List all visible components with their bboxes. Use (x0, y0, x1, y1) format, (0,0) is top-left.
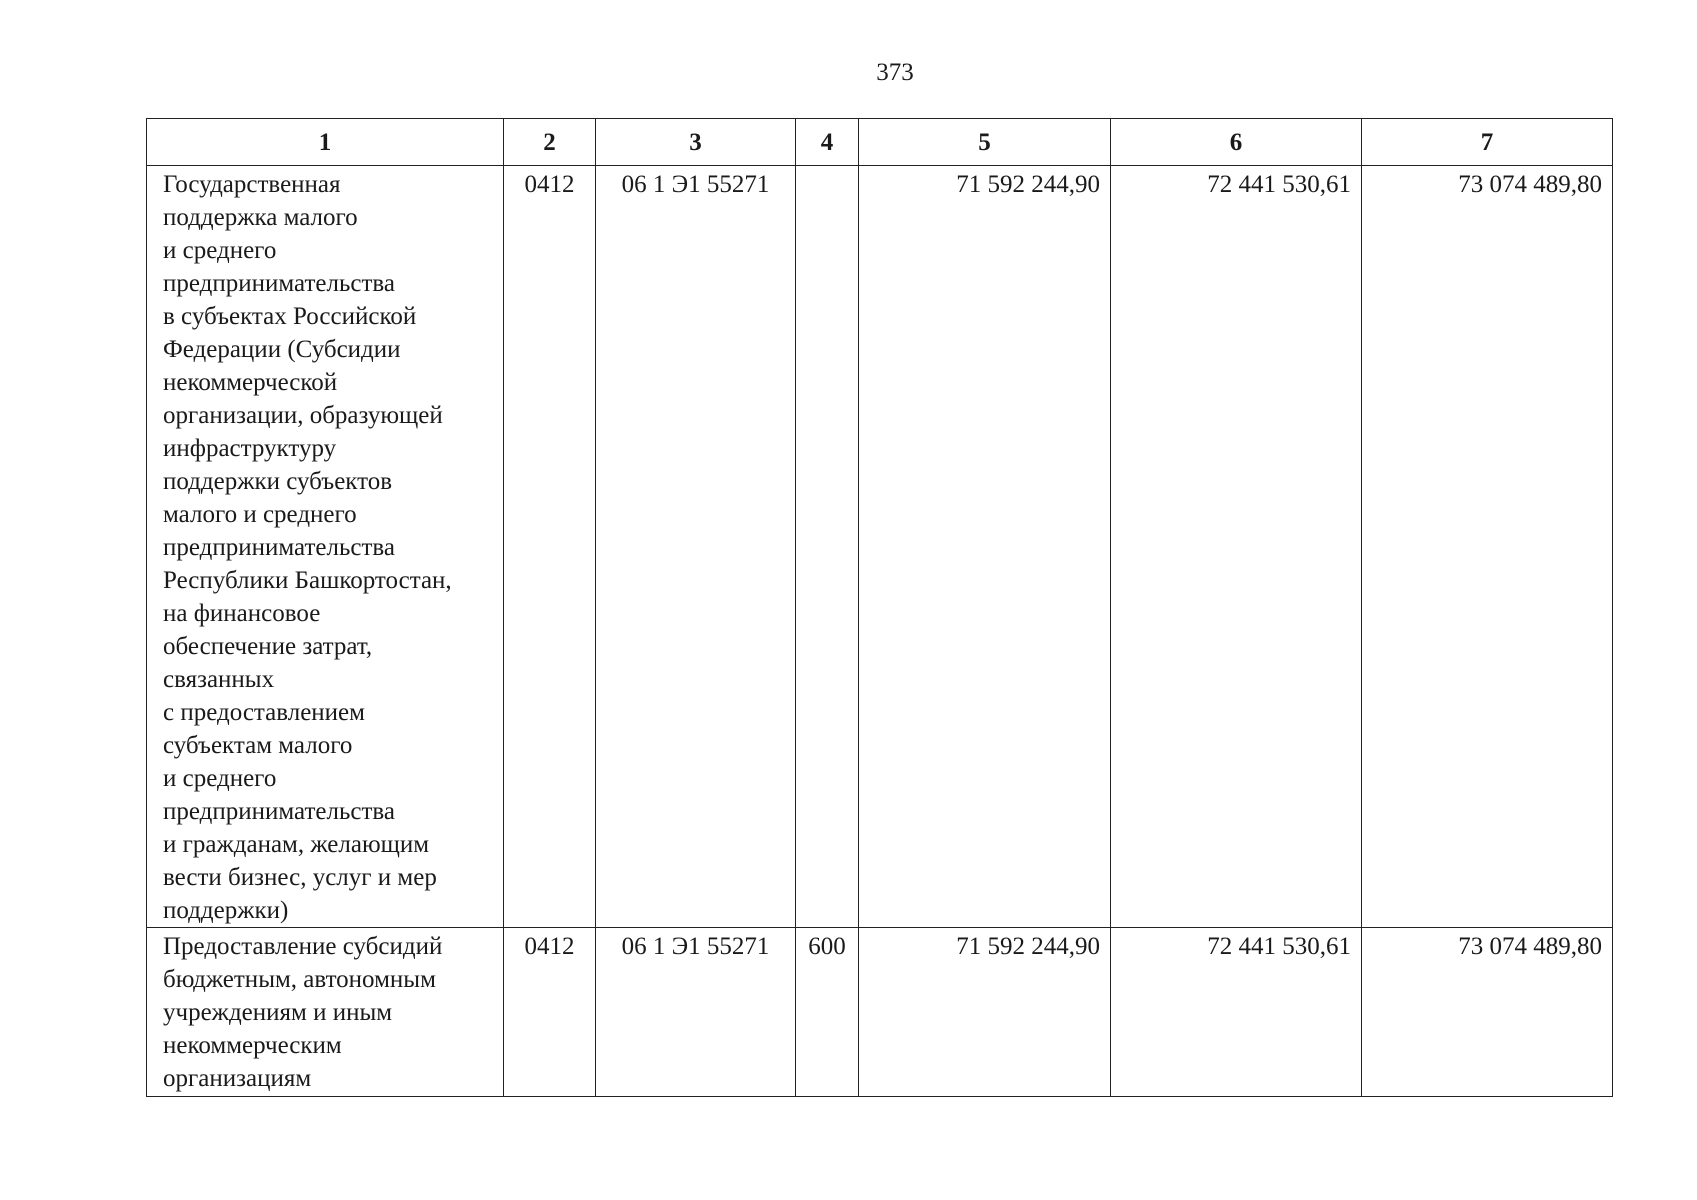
row-target-cell: 06 1 Э1 55271 (596, 166, 796, 928)
row-section-cell: 0412 (504, 166, 596, 928)
row-amount-3-cell: 73 074 489,80 (1362, 928, 1613, 1097)
row-name-cell: Предоставление субсидий бюджетным, автономным учреждениям и иным некоммерческим организациям (147, 928, 504, 1097)
table-header-row (147, 119, 1613, 166)
row-amount-1-cell: 71 592 244,90 (859, 166, 1111, 928)
row-amount-2-cell: 72 441 530,61 (1111, 928, 1362, 1097)
row-expense-type-cell: 600 (796, 928, 859, 1097)
row-expense-type-cell (796, 166, 859, 928)
header-col-4: 4 (796, 119, 859, 166)
row-section-cell: 0412 (504, 928, 596, 1097)
row-amount-2-cell: 72 441 530,61 (1111, 166, 1362, 928)
header-col-7: 7 (1362, 119, 1613, 166)
table-row (147, 166, 1613, 928)
page-number: 373 (876, 59, 914, 86)
header-col-5: 5 (859, 119, 1111, 166)
header-col-1: 1 (147, 119, 504, 166)
header-col-3: 3 (596, 119, 796, 166)
header-col-2: 2 (504, 119, 596, 166)
row-name-cell: Государственная поддержка малого и среднего предпринимательства в субъектах Российской Федерации (Субсидии некоммерческой организации, образующей инфраструктуру поддержки субъектов малого и среднего предпринимательства Республики Башкортостан, на финансовое обеспечение затрат, связанных с предоставлением субъектам малого и среднего предпринимательства и гражданам, желающим вести бизнес, услуг и мер поддержки) (147, 166, 504, 928)
header-col-6: 6 (1111, 119, 1362, 166)
table-row (147, 928, 1613, 1097)
row-target-cell: 06 1 Э1 55271 (596, 928, 796, 1097)
budget-table (146, 118, 1613, 1097)
row-amount-1-cell: 71 592 244,90 (859, 928, 1111, 1097)
row-amount-3-cell: 73 074 489,80 (1362, 166, 1613, 928)
